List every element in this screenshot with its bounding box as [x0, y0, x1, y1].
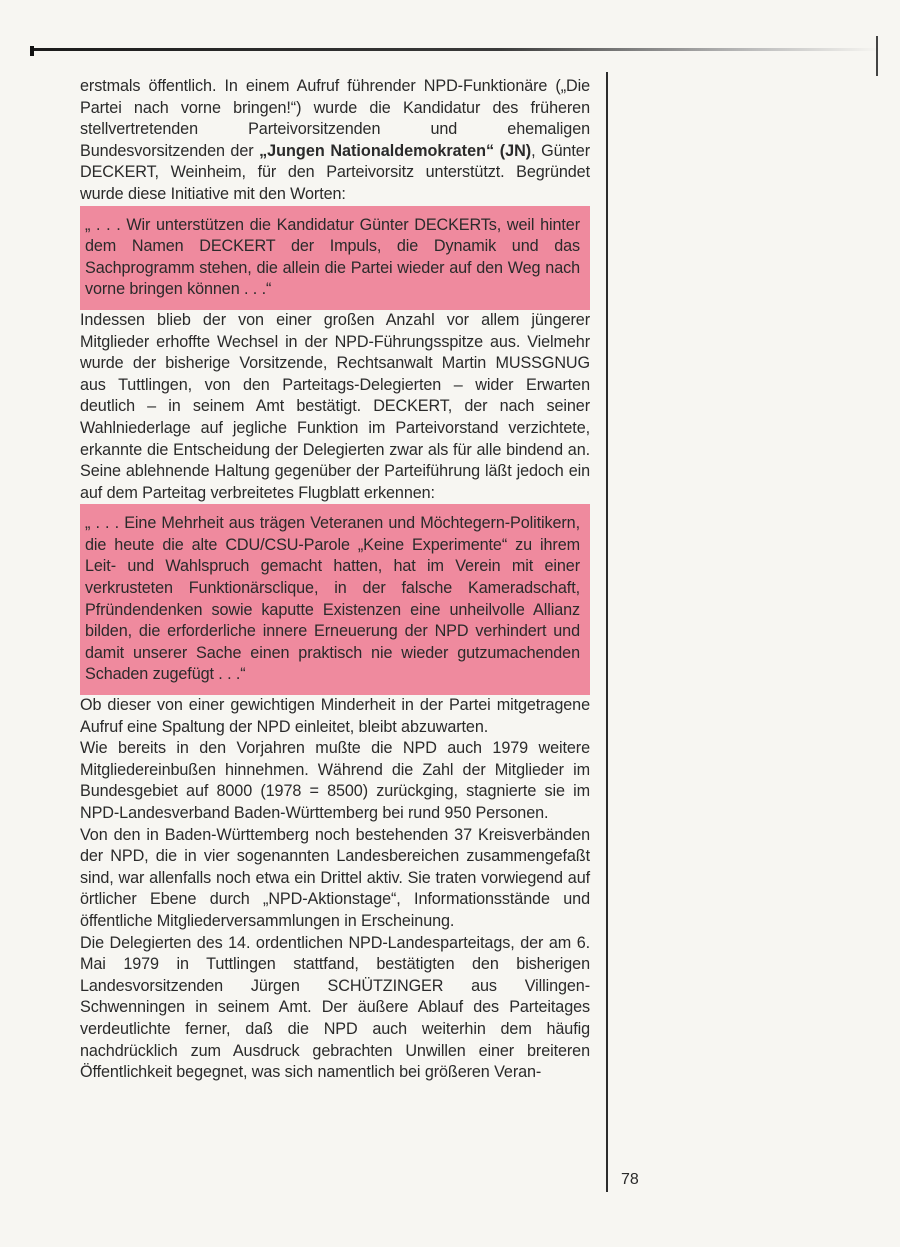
scan-edge-mark	[876, 36, 878, 76]
page-number: 78	[621, 1171, 639, 1188]
quote-highlight-2: „ . . . Eine Mehrheit aus trägen Veteranen und Möchtegern-Politikern, die heute die alte CDU/CSU-Parole „Keine Experimente“ zu ihrem Leit- und Wahlspruch gemacht hatten, hat im Verein mit einer verkrusteten Funktionärsclique, in der falsche Kameradschaft, Pfründendenken sowie kaputte Existenzen eine unheilvolle Allianz bilden, die erforderliche innere Erneuerung der NPD verhindert und damit unserer Sache einen praktisch nie wieder gutzumachenden Schaden zugefügt . . .“	[80, 504, 590, 695]
scan-corner-mark	[30, 46, 34, 56]
paragraph-4: Wie bereits in den Vorjahren mußte die NPD auch 1979 weitere Mitgliedereinbußen hinnehmen. Während die Zahl der Mitglieder im Bundesgebiet auf 8000 (1978 = 8500) zurückging, stagnierte sie im NPD-Landesverband Baden-Württemberg bei rund 950 Personen.	[80, 739, 590, 822]
paragraph-2: Indessen blieb der von einer großen Anzahl vor allem jüngerer Mitglieder erhoffte Wechsel in der NPD-Führungsspitze aus. Vielmehr wurde der bisherige Vorsitzende, Rechtsanwalt Martin MUSSGNUG aus Tuttlingen, von den Parteitags-Delegierten – wider Erwarten deutlich – in seinem Amt bestätigt. DECKERT, der nach seiner Wahlniederlage auf jegliche Funktion im Parteivorstand verzichtete, erkannte die Entscheidung der Delegierten zwar als für alle bindend an. Seine ablehnende Haltung gegenüber der Parteiführung läßt jedoch ein auf dem Parteitag verbreitetes Flugblatt erkennen:	[80, 310, 590, 502]
paragraph-1-start: erstmals öffentlich. In einem Aufruf führender NPD-Funktionäre („Die Partei nach vorne bringen!“) wurde die Kandidatur des früheren stellvertretenden Parteivorsitzenden und ehemaligen Bundesvorsitzenden der	[80, 77, 590, 160]
jn-bold-term: „Jungen Nationaldemokraten“ (JN)	[259, 141, 532, 160]
paragraph-3: Ob dieser von einer gewichtigen Minderheit in der Partei mitgetragene Aufruf eine Spaltung der NPD einleitet, bleibt abzuwarten.	[80, 696, 590, 736]
quote-highlight-1: „ . . . Wir unterstützen die Kandidatur Günter DECKERTs, weil hinter dem Namen DECKERT der Impuls, die Dynamik und das Sachprogramm stehen, die allein die Partei wieder auf den Weg nach vorne bringen können . . .“	[80, 206, 590, 310]
column-rule	[606, 72, 608, 1192]
paragraph-1	[80, 76, 590, 206]
paragraph-5: Von den in Baden-Württemberg noch bestehenden 37 Kreisverbänden der NPD, die in vier sogenannten Landesbereichen zusammengefaßt sind, war allenfalls noch etwa ein Drittel aktiv. Sie traten vorwiegend auf örtlicher Ebene durch „NPD-Aktionstage“, Informationsstände und öffentliche Mitgliederversammlungen in Erscheinung.	[80, 825, 590, 930]
paragraph-6: Die Delegierten des 14. ordentlichen NPD-Landesparteitags, der am 6. Mai 1979 in Tuttlingen stattfand, bestätigten den bisherigen Landesvorsitzenden Jürgen SCHÜTZINGER aus Villingen-Schwenningen in seinem Amt. Der äußere Ablauf des Parteitages verdeutlichte ferner, daß die NPD auch weiterhin dem häufig nachdrücklich zum Ausdruck gebrachten Unwillen einer breiteren Öffentlichkeit begegnet, was sich namentlich bei größeren Veran-	[80, 933, 590, 1082]
paragraph-1-end: , Günter DECKERT, Weinheim, für den Parteivorsitz unterstützt. Begründet wurde diese Initiative mit den Worten:	[80, 141, 590, 203]
scan-top-rule	[30, 48, 880, 51]
text-column	[80, 76, 590, 1084]
